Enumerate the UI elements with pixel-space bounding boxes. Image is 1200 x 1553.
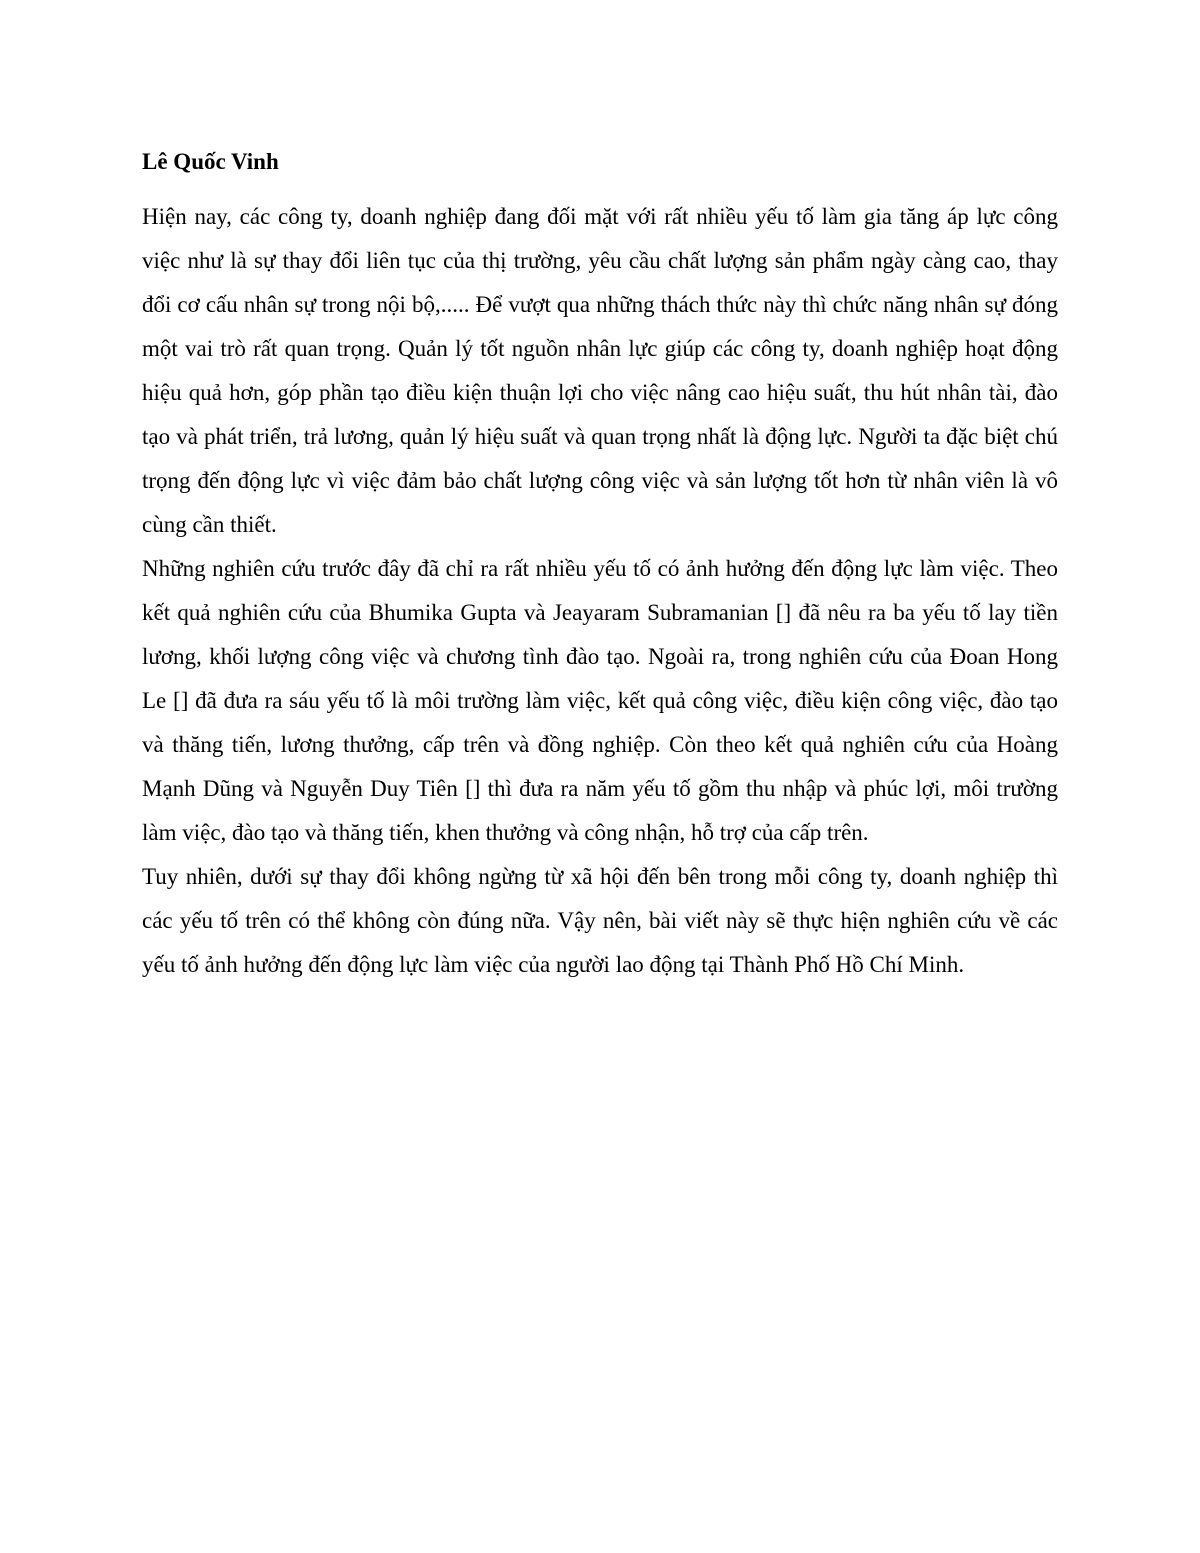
paragraph-intro: Hiện nay, các công ty, doanh nghiệp đang đối mặt với rất nhiều yếu tố làm gia tăng áp lực công việc như là sự thay đổi liên tục của thị trường, yêu cầu chất lượng sản phẩm ngày càng cao, thay đổi cơ cấu nhân sự trong nội bộ,..... Để vượt qua những thách thức này thì chức năng nhân sự đóng một vai trò rất quan trọng. Quản lý tốt nguồn nhân lực giúp các công ty, doanh nghiệp hoạt động hiệu quả hơn, góp phần tạo điều kiện thuận lợi cho việc nâng cao hiệu suất, thu hút nhân tài, đào tạo và phát triển, trả lương, quản lý hiệu suất và quan trọng nhất là động lực. Người ta đặc biệt chú trọng đến động lực vì việc đảm bảo chất lượng công việc và sản lượng tốt hơn từ nhân viên là vô cùng cần thiết. xyxy=(142,204,1058,537)
document-page xyxy=(142,140,1058,987)
paragraph-prior-research: Những nghiên cứu trước đây đã chỉ ra rất nhiều yếu tố có ảnh hưởng đến động lực làm việc. Theo kết quả nghiên cứu của Bhumika Gupta và Jeayaram Subramanian [] đã nêu ra ba yếu tố lay tiền lương, khối lượng công việc và chương tình đào tạo. Ngoài ra, trong nghiên cứu của Đoan Hong Le [] đã đưa ra sáu yếu tố là môi trường làm việc, kết quả công việc, điều kiện công việc, đào tạo và thăng tiến, lương thưởng, cấp trên và đồng nghiệp. Còn theo kết quả nghiên cứu của Hoàng Mạnh Dũng và Nguyễn Duy Tiên [] thì đưa ra năm yếu tố gồm thu nhập và phúc lợi, môi trường làm việc, đào tạo và thăng tiến, khen thưởng và công nhận, hỗ trợ của cấp trên. xyxy=(142,556,1058,845)
paragraph-purpose: Tuy nhiên, dưới sự thay đổi không ngừng từ xã hội đến bên trong mỗi công ty, doanh nghiệp thì các yếu tố trên có thể không còn đúng nữa. Vậy nên, bài viết này sẽ thực hiện nghiên cứu về các yếu tố ảnh hưởng đến động lực làm việc của người lao động tại Thành Phố Hồ Chí Minh. xyxy=(142,864,1058,977)
author-name: Lê Quốc Vinh xyxy=(142,149,279,174)
